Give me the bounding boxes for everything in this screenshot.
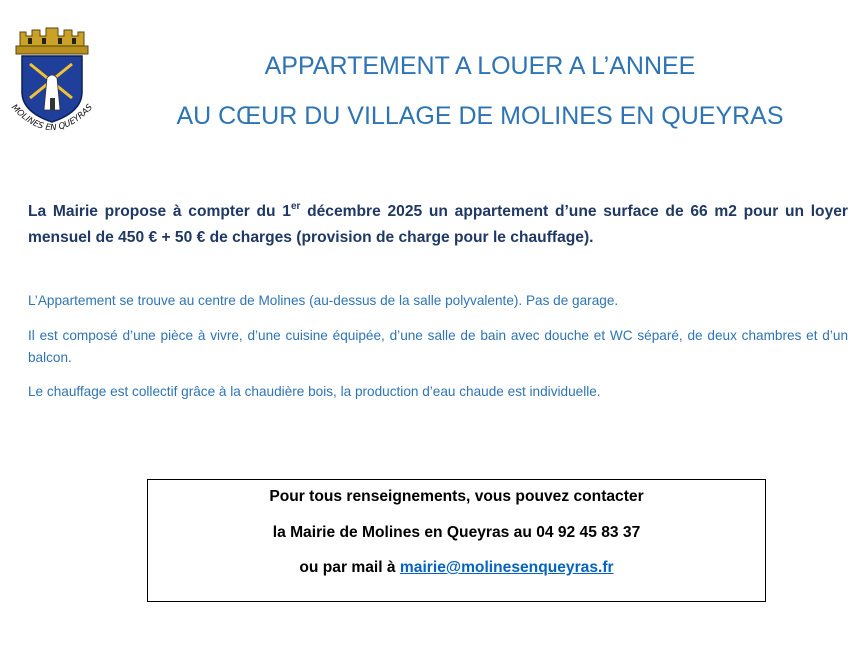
molines-coat-of-arms-logo: [6, 26, 98, 142]
page-title-line-1: APPARTEMENT A LOUER A L’ANNEE: [264, 52, 696, 80]
composition-paragraph: Il est composé d’une pièce à vivre, d’une cuisine équipée, d’une salle de bain avec douche et WC séparé, de deux chambres et d’un balcon.: [28, 328, 848, 365]
contact-line-2: la Mairie de Molines en Queyras au 04 92 45 83 37: [272, 524, 641, 541]
contact-box: [147, 479, 766, 602]
contact-line-3: ou par mail à mairie@molinesenqueyras.fr: [299, 559, 614, 576]
location-paragraph: L’Appartement se trouve au centre de Molines (au-dessus de la salle polyvalente). Pas de garage.: [28, 293, 619, 308]
heating-paragraph: Le chauffage est collectif grâce à la chaudière bois, la production d’eau chaude est individuelle.: [28, 384, 601, 399]
rental-offer-paragraph: La Mairie propose à compter du 1er décembre 2025 un appartement d’une surface de 66 m2 pour un loyer mensuel de 450 € + 50 € de charges (provision de charge pour le chauffage).: [28, 200, 848, 246]
email-link[interactable]: mairie@molinesenqueyras.fr: [399, 559, 614, 576]
svg-text:MOLINES EN QUEYRAS: MOLINES EN QUEYRAS: [9, 102, 95, 134]
crown-icon: [16, 28, 88, 54]
page-title-line-2: AU CŒUR DU VILLAGE DE MOLINES EN QUEYRAS: [176, 102, 784, 130]
contact-line-1: Pour tous renseignements, vous pouvez contacter: [269, 488, 644, 505]
